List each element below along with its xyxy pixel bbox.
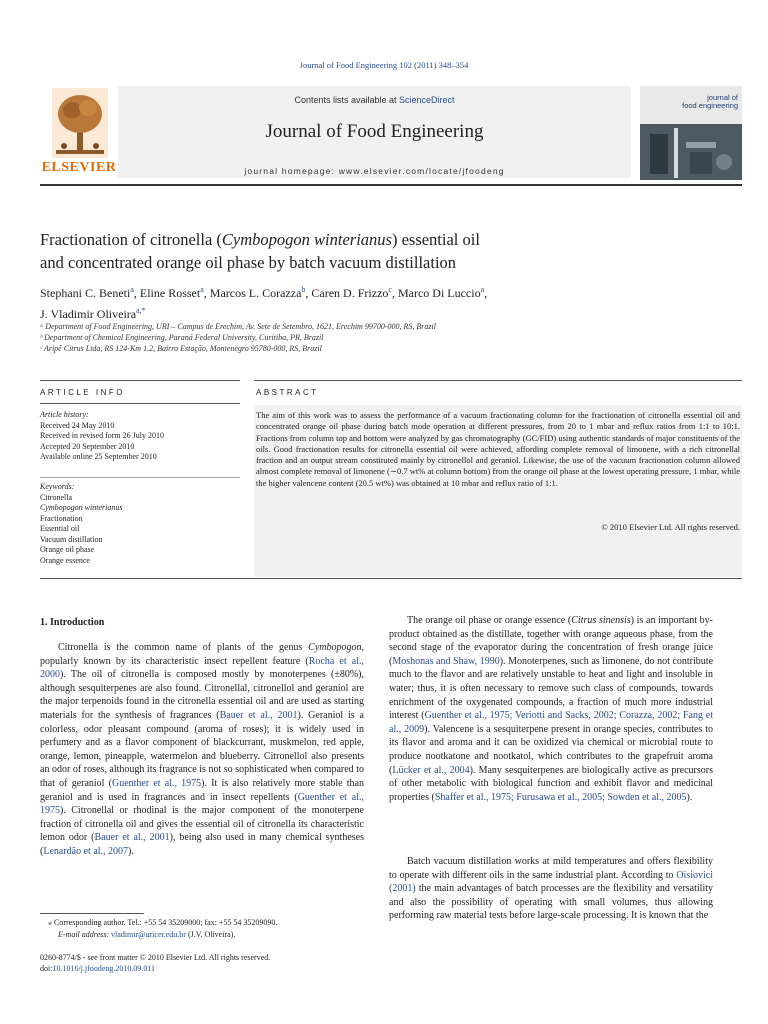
corresponding-author-note: ⁎ Corresponding author. Tel.: +55 54 35209000; fax: +55 54 35209090. <box>48 918 278 927</box>
author-affil-sup[interactable]: a <box>200 285 204 294</box>
keyword: Vacuum distillation <box>40 534 103 544</box>
intro-text: ). The oil of citronella is composed mostly by monoterpenes (±80%), although sesquiterpenes are also found. Citronellal, citronellol and geraniol are the major terpenoids found in the citronella essential oil and are used as starting materials for the synthesis of fragrances ( <box>40 669 364 721</box>
affiliation-a: ᵃ Department of Food Engineering, URI – Campus de Erechim, Av. Sete de Setembro, 1621, Erechim 99700-000, RS, Brazil <box>40 322 436 331</box>
intro-text: ). It is also relatively more stable than geraniol and is used in fragrances and in insect repellents ( <box>40 777 364 803</box>
intro-right-paragraph-2 <box>389 855 713 923</box>
author[interactable]: Marco Di Luccio <box>397 286 481 300</box>
author-list: Stephani C. Beneti$^a$, Eline Rosset$^a$, Marcos L. Corazza$^b$, Caren D. Frizzo$^c$, Marco Di Luccio$^a$, J. Vladimir Oliveira$^{a,*}$ <box>40 285 488 321</box>
email-link[interactable]: vladimir@uricer.edu.br <box>111 930 186 939</box>
author-affil-sup[interactable]: a <box>480 285 485 294</box>
affiliation-b: ᵇ Department of Chemical Engineering, Paraná Federal University, Curitiba, PR, Brazil <box>40 333 324 342</box>
reference-link[interactable]: Shaffer et al., 1975; Furusawa et al., 2005; Sowden et al., 2005 <box>434 791 687 803</box>
keyword: Citronella <box>40 492 72 502</box>
author-affil-sup[interactable]: c <box>388 285 392 294</box>
email-suffix: (J.V. Oliveira). <box>185 930 236 939</box>
reference-link[interactable]: Guenther et al., 1975; Veriotti and Sacks, 2002; Corazza, 2002; Fang et al., 2009 <box>389 710 714 735</box>
journal-title: Journal of Food Engineering <box>265 121 484 142</box>
intro-left-paragraph <box>40 641 364 859</box>
history-item: Received 24 May 2010 <box>40 420 115 430</box>
reference-link[interactable]: Rocha et al., 2000 <box>40 655 364 681</box>
intro-right-paragraph-1 <box>389 614 713 804</box>
keyword: Cymbopogon winterianus <box>40 503 123 512</box>
affiliation-c: ᶜ Aripê Citrus Ltda, RS 124-Km 1.2, Bairro Estação, Montenegro 95780-000, RS, Brazil <box>40 344 322 353</box>
reference-link[interactable]: Bauer et al., 2001 <box>94 832 170 844</box>
cover-title-line1: journal of <box>707 93 738 102</box>
intro-text: ). Citronellal or rhodinal is the major component of the monoterpene fraction of citronella oil and gives the essential oil of citronella its characteristic lemon odor ( <box>40 805 364 844</box>
reference-link[interactable]: Oisiovici (2001) <box>389 869 713 895</box>
sciencedirect-link[interactable]: ScienceDirect <box>399 95 455 105</box>
elsevier-wordmark: ELSEVIER <box>41 160 117 175</box>
footnote-rule <box>40 913 144 914</box>
intro-genus: Cymbopogon <box>308 642 362 653</box>
cover-image-icon <box>640 124 742 180</box>
intro-text: ). Geraniol is a colorless, odor pleasant compound (aroma of roses); it is widely used in perfumery and as a flavor component of blackcurrant, muskmelon, red apple, orange, lemon, pineapple, watermelon and blueberry. Citronellol also presents an odor of roses, although its fragrance is not so sophisticated when compared to that of geraniol ( <box>40 709 364 789</box>
reference-link[interactable]: Guenther et al., 1975 <box>111 777 202 789</box>
author[interactable]: Stephani C. Beneti <box>40 286 131 300</box>
intro-text: , popularly known by its characteristic insect repellent feature ( <box>40 642 364 667</box>
author[interactable]: Marcos L. Corazza <box>209 286 302 300</box>
keyword: Fractionation <box>40 513 83 523</box>
journal-homepage[interactable]: journal homepage: www.elsevier.com/locate/jfoodeng <box>244 166 505 176</box>
intro-text: Citronella is the common name of plants of the genus <box>58 642 309 653</box>
abstract-rule <box>254 380 742 381</box>
elsevier-tree-icon <box>52 88 108 158</box>
intro-text: ) is an important by-product obtained as the distillate, together with orange aqueous phase, from the second stage of the evaporator during the concentration of fresh orange juice ( <box>389 615 714 667</box>
article-info-underline <box>40 403 240 404</box>
article-info-rule <box>40 380 240 381</box>
title-line2: and concentrated orange oil phase by batch vacuum distillation <box>40 253 457 272</box>
intro-text: ). Valencene is a sesquiterpene present in orange species, contributes to its flavor and aroma and it can be oxidized via chemical or microbial route to produce nootkatone and nootkatol, which contributes to the grapefruit aroma ( <box>389 723 714 776</box>
keyword: Orange essence <box>40 555 90 565</box>
intro-species: Citrus sinensis <box>571 615 631 626</box>
abstract-label: ABSTRACT <box>256 388 319 397</box>
article-title <box>40 228 740 274</box>
doi-prefix: doi: <box>40 964 53 973</box>
email-note <box>58 930 378 939</box>
contents-line <box>118 95 631 105</box>
history-item: Available online 25 September 2010 <box>40 452 157 461</box>
history-item: Received in revised form 26 July 2010 <box>40 431 164 440</box>
section-heading-introduction: 1. Introduction <box>40 617 105 628</box>
keywords <box>40 482 240 566</box>
intro-text: ). <box>128 845 134 857</box>
reference-link[interactable]: Lücker et al., 2004 <box>392 764 470 776</box>
abstract-text: The aim of this work was to assess the performance of a vacuum fractionating column for the fractionation of citronella essential oil and concentrated orange oil phase during batch mode operation at different pressures, from 20 to 1 mbar and reflux ratios from 1:1 to 10:1. Fractions from column top and bottom were analyzed by gas chromatography (GC/FID) using authentic standards of major constituents of the oils. Good fractionation results for citronella essential oil were achieved, affording complete removal of limonene, with a rich citronellal fraction and an output stream constituted mainly by citronellol and geraniol. Likewise, the use of the vacuum fractionation column allowed almost complete removal of limonene (∼0.7 wt% at column bottom) from the orange oil phase at the lowest operating pressure, 1 mbar, while the higher valencene content (20.5 wt%) was obtained at 10 mbar and reflux ratio of 1:1. <box>256 410 740 488</box>
article-history <box>40 410 240 463</box>
intro-text: ). <box>686 791 693 803</box>
keywords-label: Keywords: <box>40 482 75 491</box>
contents-prefix: Contents lists available at <box>294 95 400 105</box>
history-label: Article history: <box>40 410 89 419</box>
author-affil-sup[interactable]: b <box>301 285 306 294</box>
intro-text: The orange oil phase or orange essence ( <box>407 615 572 626</box>
keyword: Orange oil phase <box>40 545 95 554</box>
elsevier-logo <box>40 88 118 180</box>
doi-link[interactable]: 10.1016/j.jfoodeng.2010.09.011 <box>52 964 156 973</box>
author[interactable]: Caren D. Frizzo <box>311 286 389 300</box>
title-species: Cymbopogon winterianus <box>221 230 392 249</box>
abstract-copyright: © 2010 Elsevier Ltd. All rights reserved. <box>601 522 740 532</box>
front-matter-divider <box>40 578 742 579</box>
journal-cover[interactable] <box>640 86 742 180</box>
intro-text: Batch vacuum distillation works at mild temperatures and offers flexibility to operate with different oils in the same industrial plant. According to <box>389 856 713 881</box>
history-item: Accepted 20 September 2010 <box>40 441 135 451</box>
reference-link[interactable]: Moshonas and Shaw, 1990 <box>392 655 500 667</box>
intro-text: the main advantages of batch processes are the flexibility and versatility and also the possibility of operating with small volumes, thus allowing performing raw material tests before large-scale processing. It is known that the <box>389 883 713 922</box>
doi-line <box>40 964 360 973</box>
intro-text: ). Many sesquiterpenes are biologically active as precursors of other metabolic with biological function and exhibit flavor and medicinal properties ( <box>389 764 713 803</box>
keywords-rule <box>40 477 240 478</box>
issn-line: 0260-8774/$ - see front matter © 2010 Elsevier Ltd. All rights reserved. <box>40 953 271 962</box>
reference-link[interactable]: Guenther et al., 1975 <box>40 791 364 817</box>
cover-title-line2: food engineering <box>682 101 738 110</box>
article-info-label: ARTICLE INFO <box>40 388 125 397</box>
author-affil-sup[interactable]: a,* <box>136 306 146 315</box>
intro-text: ), being also used in many chemical syntheses ( <box>40 832 364 857</box>
reference-link[interactable]: Bauer et al., 2001 <box>219 709 298 721</box>
keyword: Essential oil <box>40 524 80 533</box>
cover-title <box>678 94 738 110</box>
title-part1: Fractionation of citronella ( <box>40 230 222 249</box>
title-part2: ) essential oil <box>391 230 480 249</box>
author-affil-sup[interactable]: a <box>130 285 134 294</box>
header-divider <box>40 184 742 186</box>
journal-citation[interactable]: Journal of Food Engineering 102 (2011) 348–354 <box>299 60 469 70</box>
email-label: E-mail address: <box>58 930 112 939</box>
author[interactable]: Eline Rosset <box>139 286 201 300</box>
author[interactable]: J. Vladimir Oliveira <box>40 307 137 321</box>
reference-link[interactable]: Lenardão et al., 2007 <box>43 845 129 857</box>
intro-text: ). Monoterpenes, such as limonene, do not contribute much to the flavor and are relatively unstable to heat and light and insoluble in water; thus, it is often necessary to remove such class of compounds, towards enrichment of the oxygenated compounds, a fraction of much more industrial interest ( <box>389 655 714 722</box>
